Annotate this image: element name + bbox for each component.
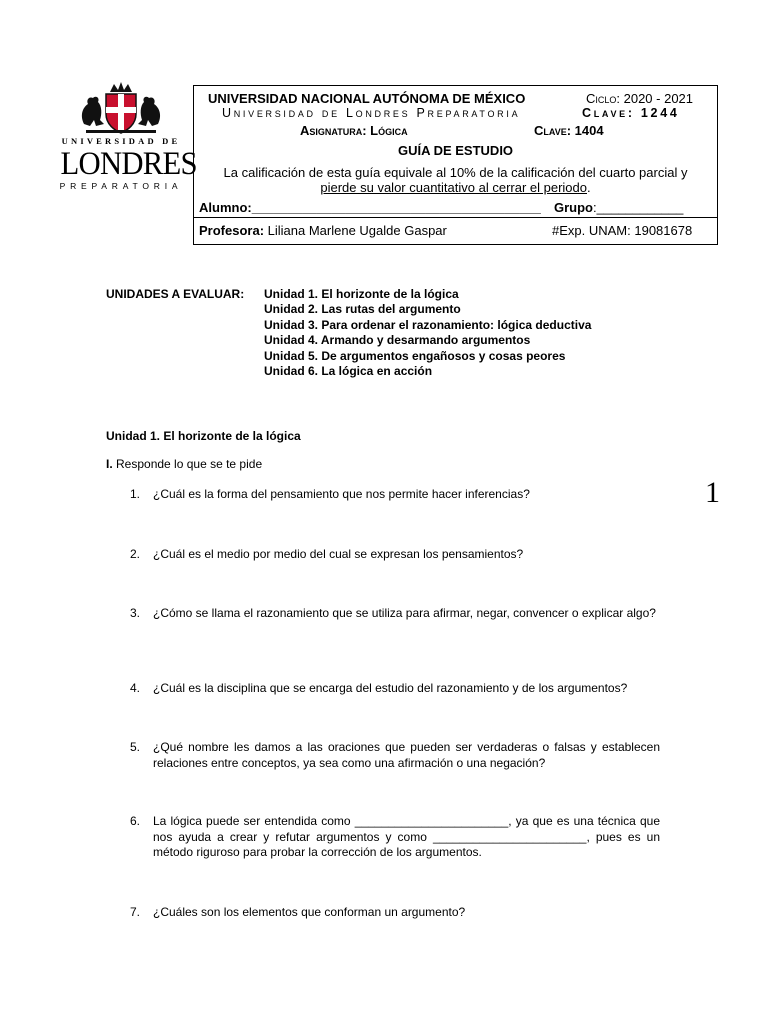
university-name: UNIVERSIDAD NACIONAL AUTÓNOMA DE MÉXICO bbox=[208, 91, 526, 106]
question-text: ¿Cuál es la disciplina que se encarga del estudio del razonamiento y de los argumentos? bbox=[153, 681, 628, 695]
question-text: ¿Qué nombre les damos a las oraciones que pueden ser verdaderas o falsas y establecen relaciones entre conceptos, ya sea como una afirmación o una negación? bbox=[153, 740, 660, 770]
crest-icon bbox=[56, 80, 186, 138]
question-text: La lógica puede ser entendida como _______________________, ya que es una técnica que nos ayuda a crear y refutar argumentos y como _______________________, pues es un método riguroso para probar la corrección de los argumentos. bbox=[153, 814, 660, 859]
unit-item: Unidad 5. De argumentos engañosos y cosas peores bbox=[264, 349, 566, 363]
question-number: 3. bbox=[130, 606, 141, 620]
question-number: 1. bbox=[130, 487, 141, 501]
question-number: 7. bbox=[130, 905, 141, 919]
question-text: ¿Cuál es el medio por medio del cual se expresan los pensamientos? bbox=[153, 547, 524, 561]
guide-title: GUÍA DE ESTUDIO bbox=[397, 143, 514, 158]
university-logo bbox=[56, 80, 197, 191]
group-label: Grupo bbox=[554, 200, 593, 215]
header-divider bbox=[194, 217, 717, 218]
instruction-text: Responde lo que se te pide bbox=[112, 457, 263, 471]
question-number: 4. bbox=[130, 681, 141, 695]
school-name: Universidad de Londres Preparatoria bbox=[222, 106, 521, 120]
group-blank: :____________ bbox=[593, 200, 684, 215]
grade-note-line1: La calificación de esta guía equivale al 10% de la calificación del cuarto parcial y bbox=[223, 165, 688, 180]
page-number: 1 bbox=[705, 476, 720, 509]
unit-item: Unidad 2. Las rutas del argumento bbox=[264, 302, 461, 316]
instruction-number: I. bbox=[106, 457, 113, 471]
teacher-name: Liliana Marlene Ugalde Gaspar bbox=[264, 223, 447, 238]
question-text: ¿Cuál es la forma del pensamiento que nos permite hacer inferencias? bbox=[153, 487, 530, 501]
student-field: Alumno:________________________________________ bbox=[199, 200, 541, 215]
header-box bbox=[193, 85, 718, 245]
unit1-title: Unidad 1. El horizonte de la lógica bbox=[106, 429, 301, 443]
question-number: 5. bbox=[130, 740, 141, 754]
cycle: Ciclo: 2020 - 2021 bbox=[586, 91, 694, 106]
question-number: 2. bbox=[130, 547, 141, 561]
exp-unam: #Exp. UNAM: 19081678 bbox=[552, 223, 693, 238]
units-label: UNIDADES A EVALUAR: bbox=[106, 287, 245, 301]
unit-item: Unidad 1. El horizonte de la lógica bbox=[264, 287, 459, 301]
subject: Asignatura: Lógica bbox=[300, 123, 408, 138]
instruction bbox=[106, 457, 262, 473]
school-key: Clave: 1244 bbox=[582, 106, 680, 120]
grade-note-period: . bbox=[587, 180, 591, 195]
group-field bbox=[554, 200, 683, 215]
teacher-label: Profesora: bbox=[199, 223, 265, 238]
logo-university-text: UNIVERSIDAD DE bbox=[61, 136, 181, 146]
logo-londres-text: LONDRES bbox=[60, 146, 197, 182]
teacher-field bbox=[199, 223, 447, 238]
grade-note-line2 bbox=[194, 180, 717, 195]
unit-item: Unidad 3. Para ordenar el razonamiento: lógica deductiva bbox=[264, 318, 592, 332]
question-text: ¿Cómo se llama el razonamiento que se utiliza para afirmar, negar, convencer o explicar algo? bbox=[153, 606, 656, 620]
grade-note-underlined: pierde su valor cuantitativo al cerrar el periodo bbox=[320, 180, 587, 195]
unit-item: Unidad 4. Armando y desarmando argumentos bbox=[264, 333, 531, 347]
question-text: ¿Cuáles son los elementos que conforman un argumento? bbox=[153, 905, 466, 919]
unit-item: Unidad 6. La lógica en acción bbox=[264, 364, 433, 378]
question-number: 6. bbox=[130, 814, 141, 828]
logo-preparatoria-text: PREPARATORIA bbox=[59, 181, 183, 191]
subject-key: Clave: 1404 bbox=[534, 123, 604, 138]
